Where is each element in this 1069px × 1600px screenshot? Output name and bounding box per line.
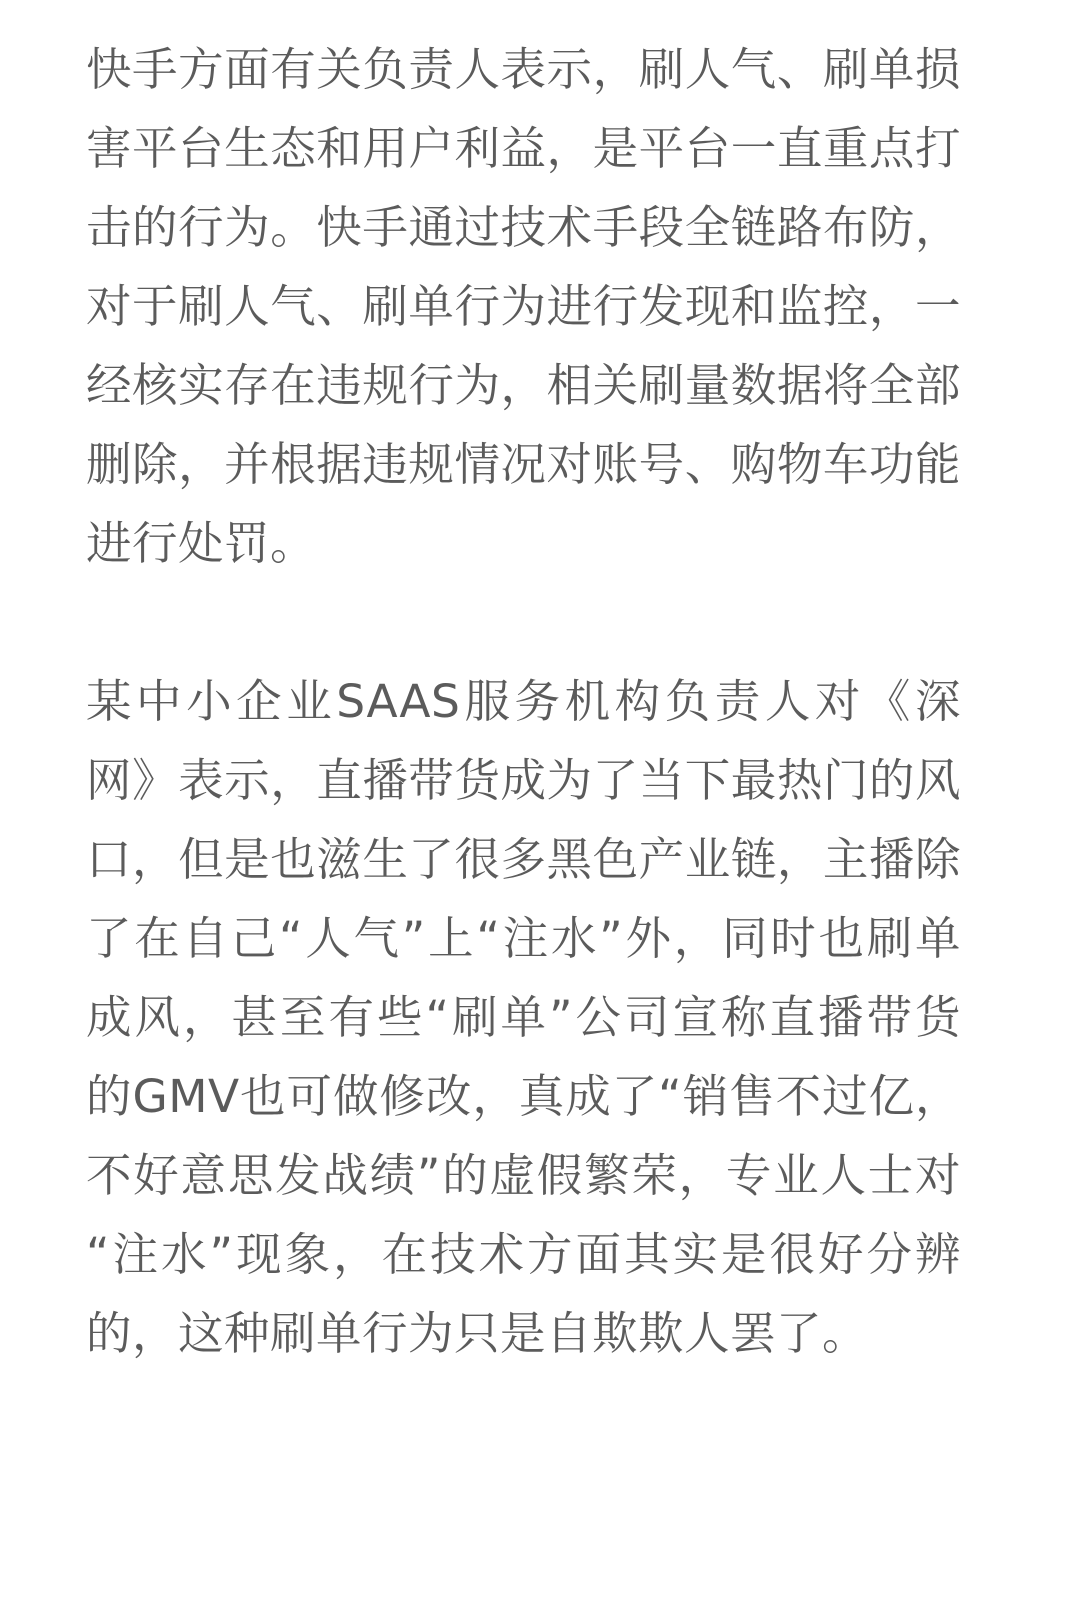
paragraph-1: 快手方面有关负责人表示，刷人气、刷单损害平台生态和用户利益，是平台一直重点打击的行为。快手通过技术手段全链路布防，对于刷人气、刷单行为进行发现和监控，一经核实存在违规行为，相关刷量数据将全部删除，并根据违规情况对账号、购物车功能进行处罚。 [86, 43, 961, 570]
paragraph-2: 某中小企业SAAS服务机构负责人对《深网》表示，直播带货成为了当下最热门的风口，但是也滋生了很多黑色产业链，主播除了在自己“人气”上“注水”外，同时也刷单成风，甚至有些“刷单”公司宣称直播带货的GMV也可做修改，真成了“销售不过亿，不好意思发战绩”的虚假繁荣，专业人士对“注水”现象，在技术方面其实是很好分辨的，这种刷单行为只是自欺欺人罢了。 [86, 675, 961, 1360]
